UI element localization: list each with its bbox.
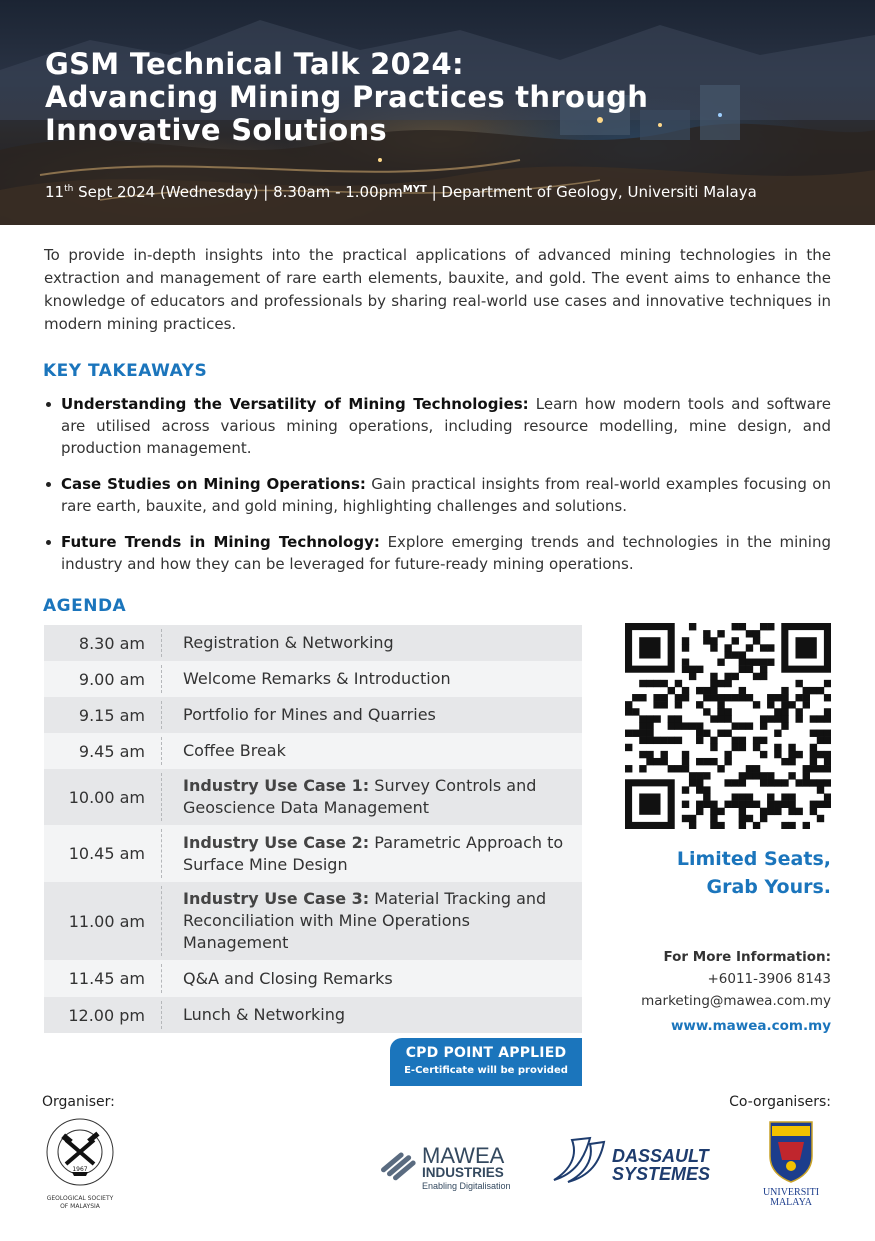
takeaway-item — [44, 473, 831, 517]
event-date-time: Sept 2024 (Wednesday) | 8.30am - 1.00pm — [73, 183, 403, 201]
gsm-year: 1967 — [72, 1166, 88, 1173]
contact-email[interactable]: marketing@mawea.com.my — [641, 993, 831, 1009]
agenda-row — [44, 625, 582, 661]
takeaway-item — [44, 393, 831, 459]
promo-line-2: Grab Yours. — [706, 876, 831, 898]
takeaway-text: Learn how modern tools and software are utilised across various mining operations, including resource modelling, mine design, and production management. — [61, 395, 831, 457]
agenda-row — [44, 825, 582, 882]
agenda-heading: AGENDA — [43, 596, 127, 616]
limited-seats-callout — [677, 845, 831, 901]
agenda-time: 12.00 pm — [68, 1005, 145, 1025]
takeaway-title: Understanding the Versatility of Mining Technologies: — [61, 395, 529, 413]
dassault-line-2: SYSTEMES — [612, 1164, 711, 1184]
takeaway-text: Explore emerging trends and technologies in the mining industry and how they can be leveraged for future-ready mining operations. — [61, 533, 832, 573]
organiser-label: Organiser: — [42, 1094, 115, 1110]
takeaway-text: Gain practical insights from real-world examples focusing on rare earth, bauxite, and gold mining, highlighting challenges and solutions. — [61, 475, 831, 515]
dassault-line-1: DASSAULT — [612, 1146, 709, 1166]
universiti-malaya-logo — [750, 1120, 832, 1206]
agenda-desc: Q&A and Closing Remarks — [183, 968, 393, 988]
agenda-desc: Coffee Break — [183, 741, 286, 760]
cpd-title: CPD POINT APPLIED — [405, 1045, 567, 1061]
gsm-logo — [42, 1116, 118, 1210]
agenda-desc: Portfolio for Mines and Quarries — [183, 705, 436, 724]
agenda-desc: Industry Use Case 1: Survey Controls and Geoscience Data Management — [183, 776, 537, 817]
event-date-day: 11 — [45, 183, 65, 201]
mawea-industries: INDUSTRIES — [422, 1165, 504, 1180]
mawea-name: MAWEA — [422, 1143, 505, 1168]
contact-info — [641, 946, 831, 1012]
mawea-logo — [376, 1138, 536, 1194]
agenda-desc: Registration & Networking — [183, 633, 394, 652]
takeaways-list — [44, 393, 831, 589]
event-date-suffix: th — [64, 184, 74, 194]
coorganisers-label: Co-organisers: — [729, 1094, 831, 1110]
registration-qr-code[interactable] — [625, 623, 831, 829]
page-title — [45, 48, 745, 147]
agenda-row — [44, 661, 582, 697]
cpd-subtitle: E-Certificate will be provided — [404, 1065, 568, 1076]
event-details — [45, 183, 757, 201]
agenda-row — [44, 997, 582, 1033]
um-line-1: UNIVERSITI — [762, 1187, 820, 1198]
gsm-name-line-1: GEOLOGICAL SOCIETY — [46, 1195, 114, 1202]
agenda-desc: Welcome Remarks & Introduction — [183, 669, 451, 688]
agenda-row — [44, 769, 582, 825]
mawea-tagline: Enabling Digitalisation — [422, 1181, 511, 1191]
agenda-row — [44, 882, 582, 960]
um-line-2: MALAYA — [770, 1197, 812, 1206]
agenda-desc: Lunch & Networking — [183, 1005, 346, 1024]
header-banner — [0, 0, 875, 225]
agenda-time: 11.00 am — [68, 911, 145, 931]
agenda-time: 9.15 am — [78, 705, 145, 725]
cpd-badge — [390, 1038, 582, 1086]
agenda-row — [44, 697, 582, 733]
agenda-time: 10.45 am — [68, 844, 145, 863]
event-timezone: MYT — [402, 184, 427, 195]
contact-heading: For More Information: — [663, 949, 831, 965]
agenda-time: 9.00 am — [78, 669, 145, 689]
agenda-row — [44, 960, 582, 997]
event-venue: | Department of Geology, Universiti Malaya — [431, 183, 757, 201]
agenda-desc: Industry Use Case 3: Material Tracking and Reconciliation with Mine Operations Management — [183, 889, 547, 952]
agenda-desc: Industry Use Case 2: Parametric Approach to Surface Mine Design — [183, 832, 564, 874]
agenda-time: 11.45 am — [68, 969, 145, 988]
promo-line-1: Limited Seats, — [676, 848, 831, 870]
agenda-table — [44, 625, 582, 1033]
dassault-systemes-logo — [550, 1130, 740, 1190]
agenda-time: 8.30 am — [78, 633, 145, 653]
intro-paragraph: To provide in-depth insights into the practical applications of advanced mining technologies in the extraction and management of rare earth elements, bauxite, and gold. The event aims to enhance the knowledge of educators and professionals by sharing real-world use cases and innovative techniques in modern mining practices. — [44, 246, 831, 333]
title-line-3: Innovative Solutions — [45, 113, 387, 147]
takeaway-item — [44, 531, 831, 575]
contact-phone[interactable]: +6011-3906 8143 — [707, 971, 831, 987]
agenda-row — [44, 733, 582, 769]
takeaway-title: Case Studies on Mining Operations: — [61, 475, 366, 493]
title-line-1: GSM Technical Talk 2024: — [45, 47, 464, 81]
takeaways-heading: KEY TAKEAWAYS — [43, 361, 208, 381]
gsm-name-line-2: OF MALAYSIA — [60, 1203, 100, 1210]
title-line-2: Advancing Mining Practices through — [45, 80, 649, 114]
agenda-time: 9.45 am — [78, 741, 145, 761]
agenda-time: 10.00 am — [68, 787, 145, 807]
takeaway-title: Future Trends in Mining Technology: — [61, 533, 380, 551]
website-link[interactable]: www.mawea.com.my — [670, 1018, 831, 1034]
